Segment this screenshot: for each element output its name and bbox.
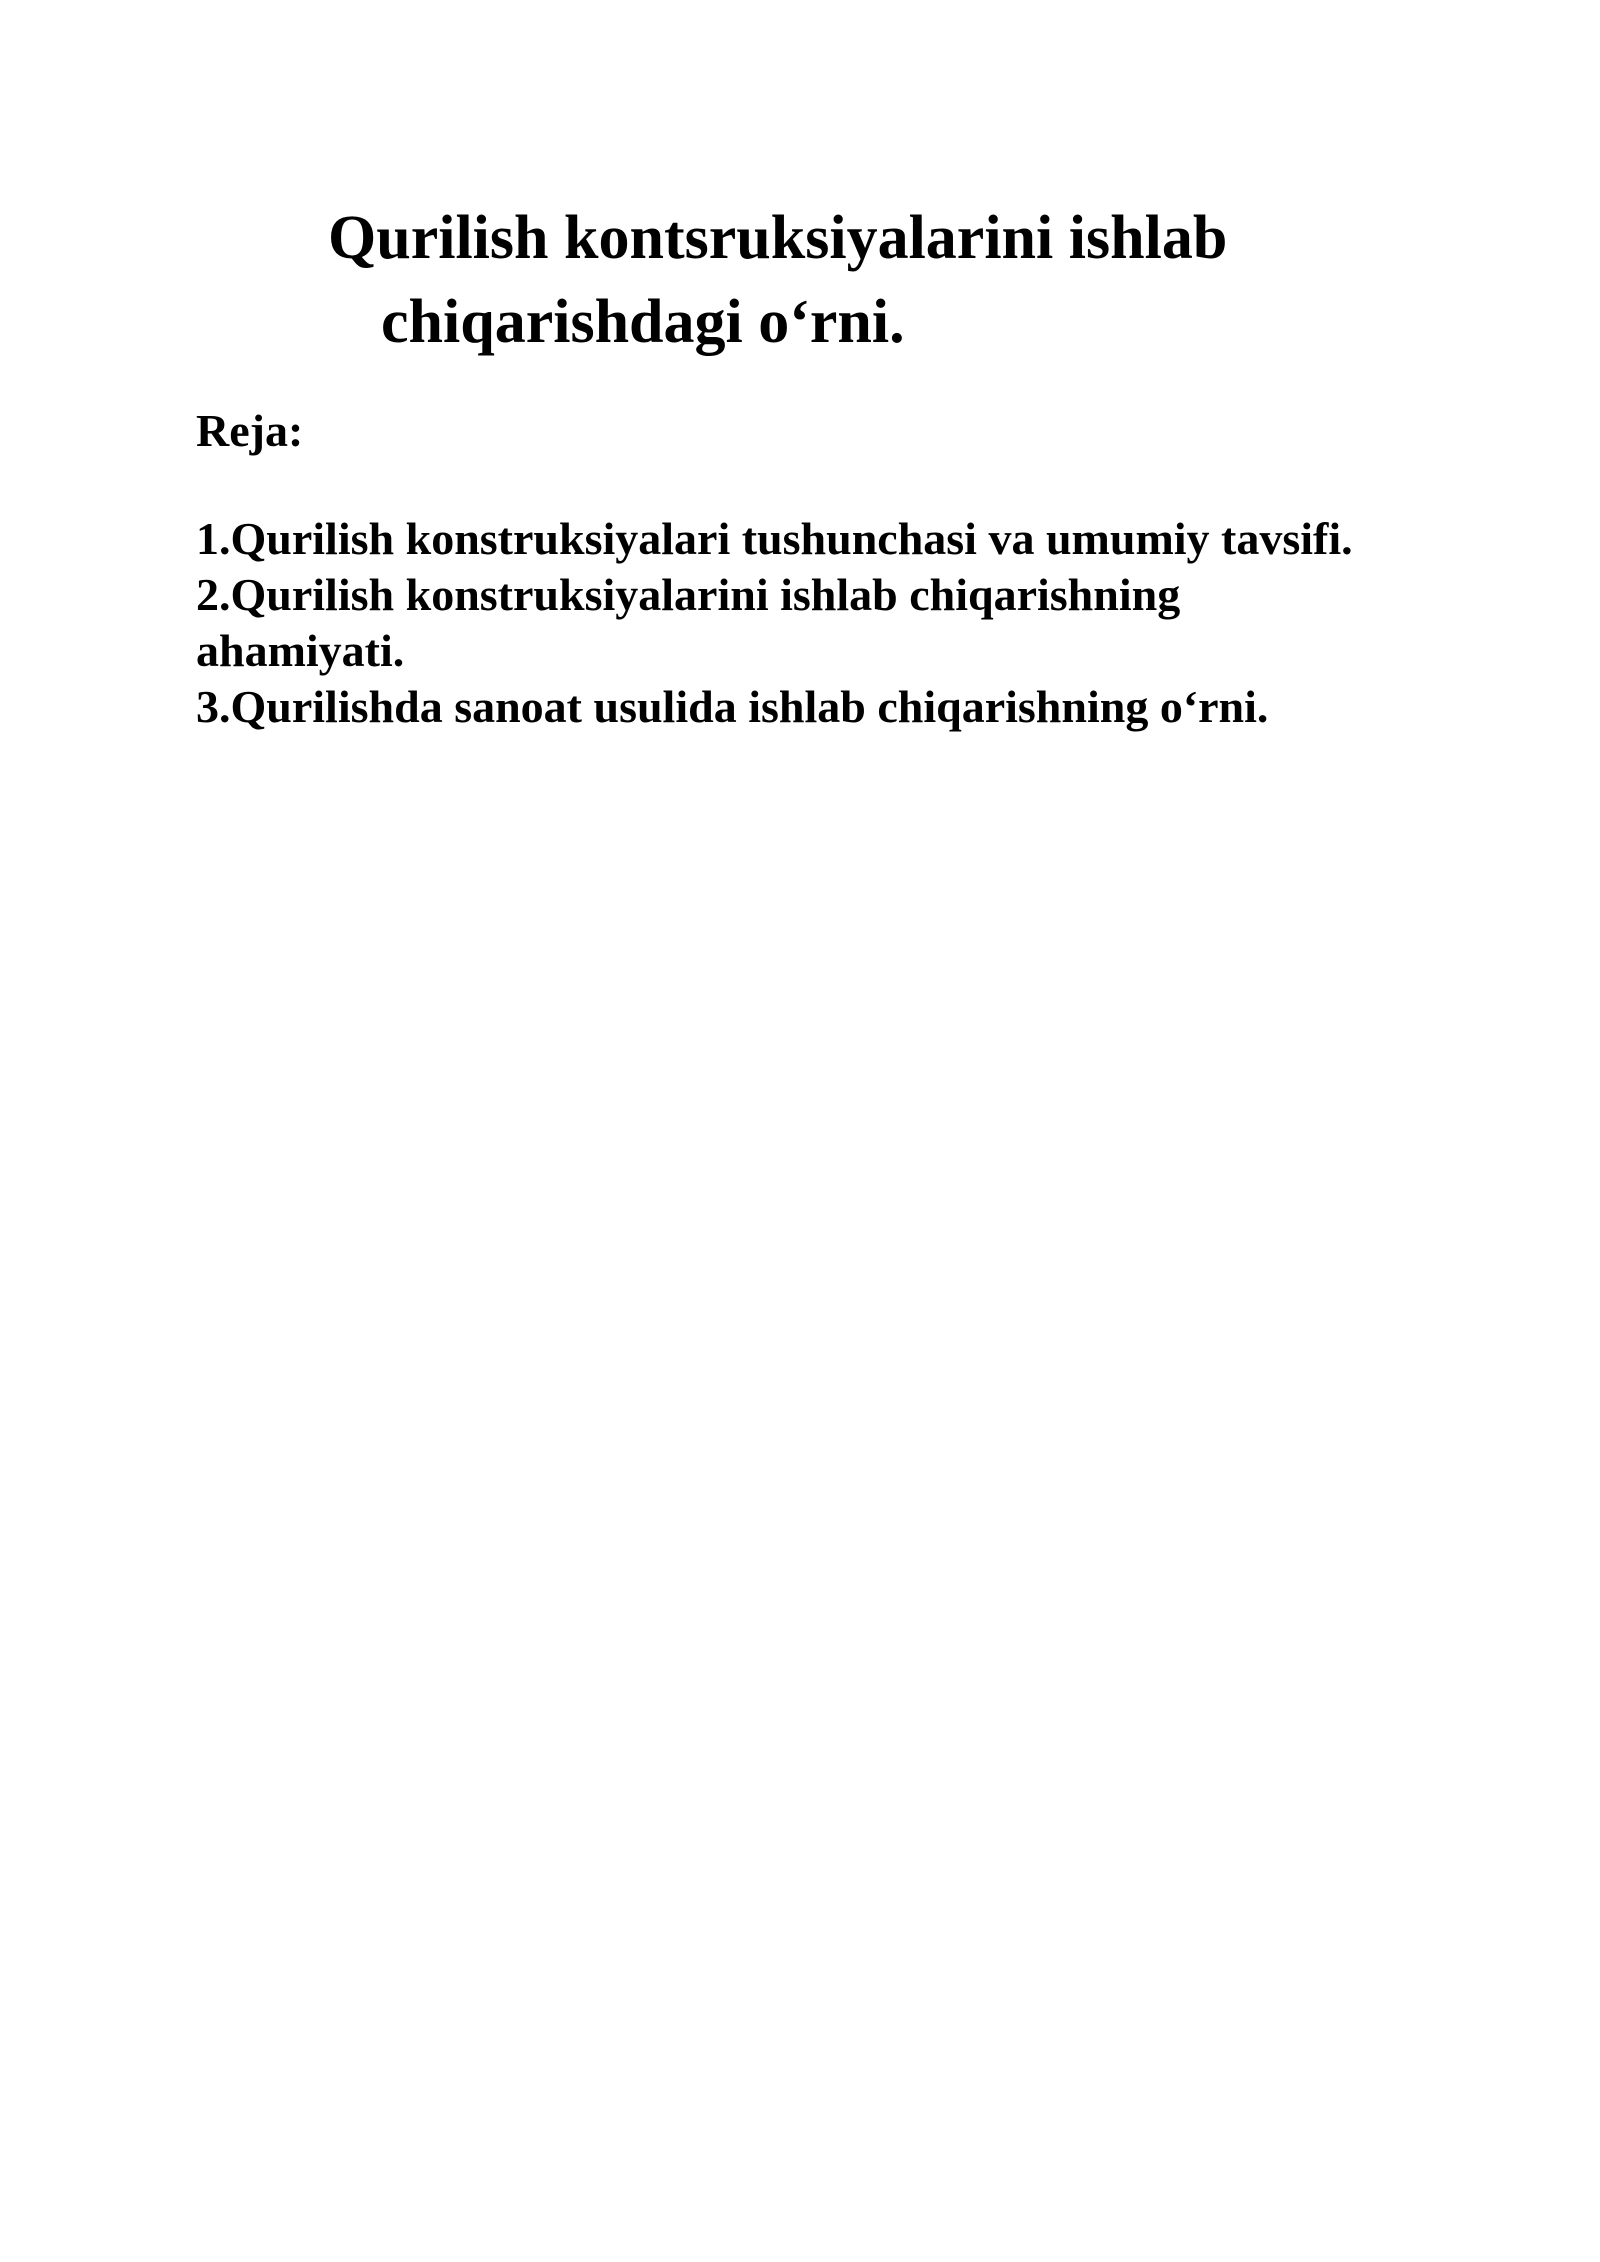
plan-item-2-continuation: ahamiyati. — [196, 625, 405, 676]
plan-item-3: 3.Qurilishda sanoat usulida ishlab chiqarishning o‘rni. — [196, 681, 1269, 732]
title-line-1: Qurilish kontsruksiyalarini ishlab — [328, 204, 1228, 272]
document-title — [0, 196, 1600, 364]
title-line-2: chiqarishdagi o‘rni. — [381, 288, 905, 356]
plan-list — [196, 511, 1496, 735]
plan-item-1: 1.Qurilish konstruksiyalari tushunchasi va umumiy tavsifi. — [196, 513, 1353, 564]
plan-item-2: 2.Qurilish konstruksiyalarini ishlab chiqarishning — [196, 569, 1181, 620]
plan-heading: Reja: — [196, 405, 304, 456]
